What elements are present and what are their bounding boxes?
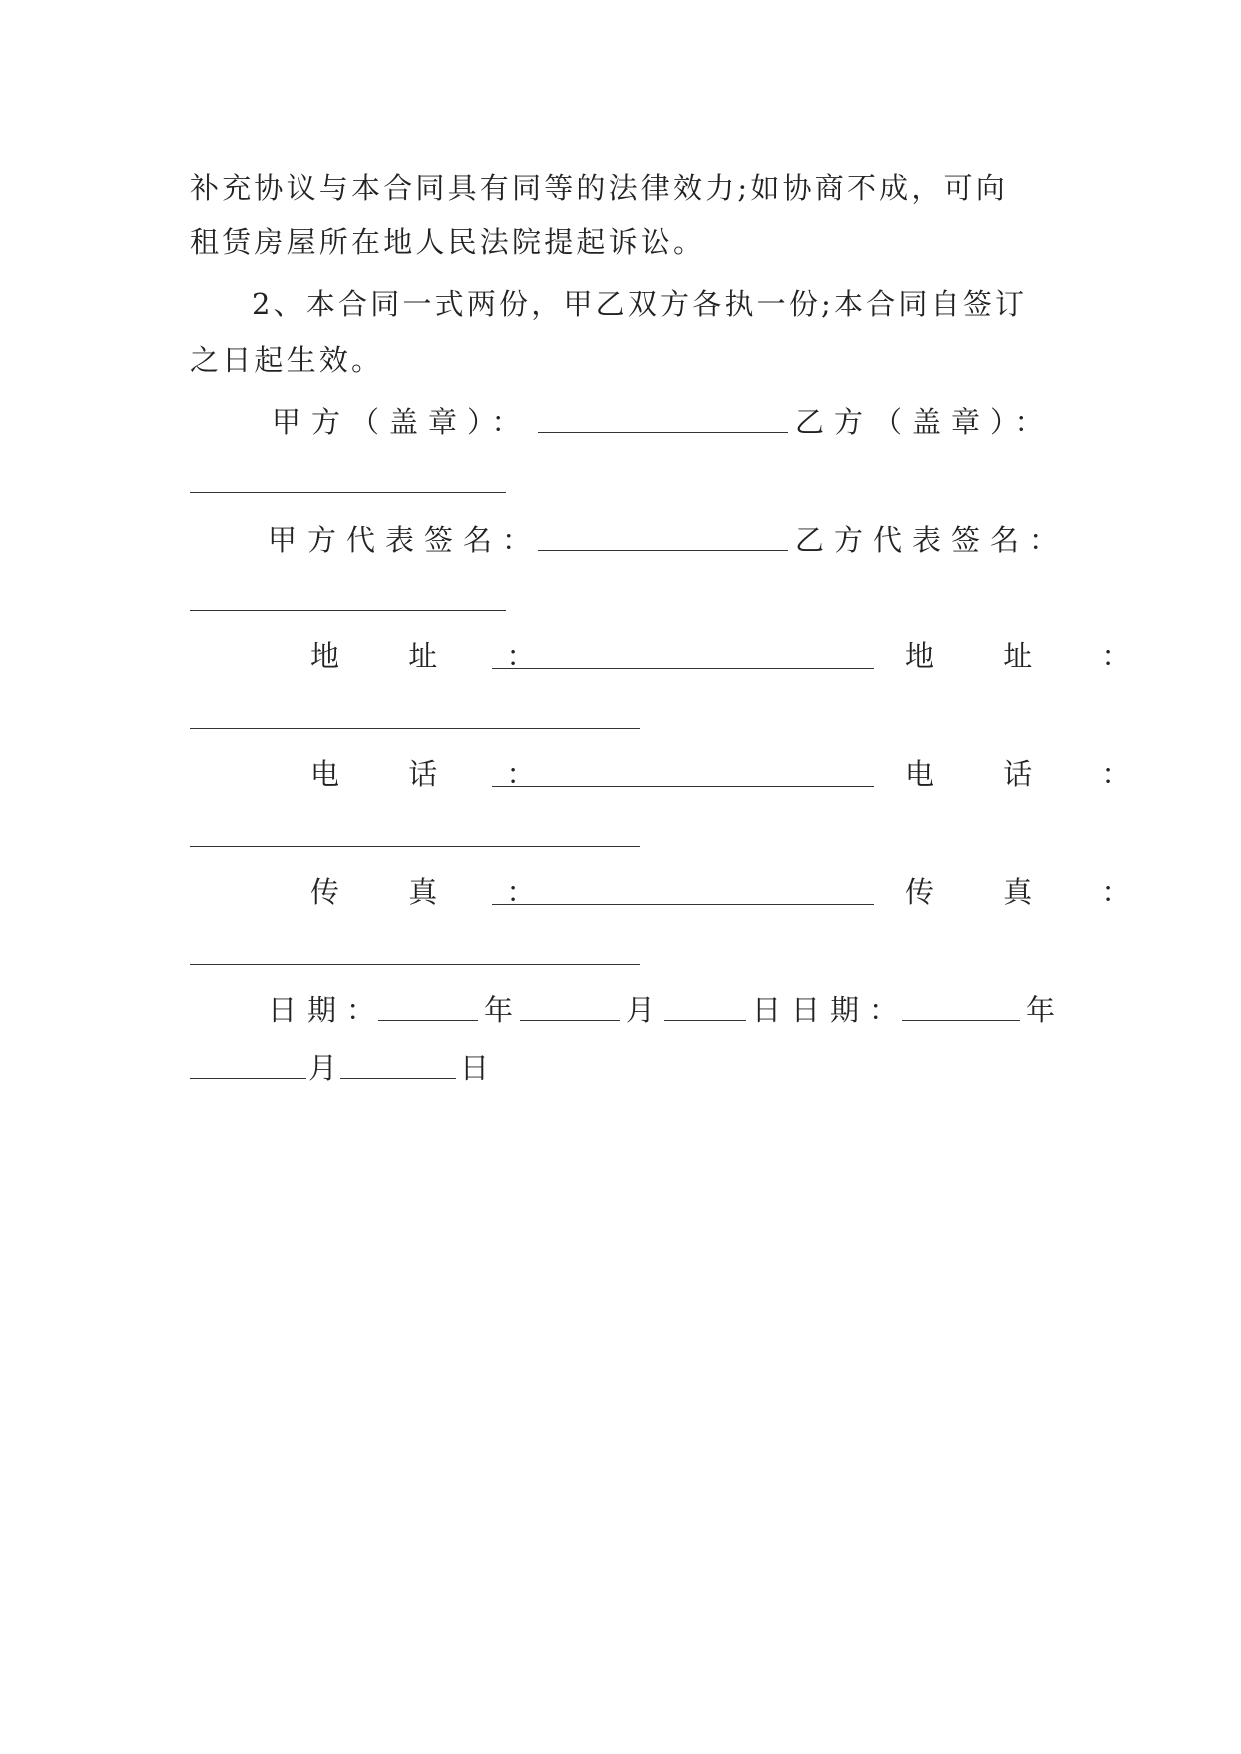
address-b-label: 地 址 ： — [905, 639, 1161, 673]
date-b-year-blank[interactable] — [902, 1020, 1020, 1021]
paragraph-line: 租赁房屋所在地人民法院提起诉讼。 — [190, 225, 706, 259]
phone-a-blank[interactable] — [492, 786, 874, 787]
party-a-seal-label: 甲方（盖章）： — [272, 405, 531, 439]
date-b-day-blank[interactable] — [340, 1078, 456, 1079]
fax-a-blank[interactable] — [492, 904, 874, 905]
party-a-rep-blank[interactable] — [538, 550, 788, 551]
fax-b-label: 传 真 ： — [905, 875, 1161, 909]
party-b-seal-blank[interactable] — [190, 492, 506, 493]
address-b-blank[interactable] — [190, 728, 640, 729]
fax-b-blank[interactable] — [190, 964, 640, 965]
paragraph-line: 之日起生效。 — [190, 343, 384, 377]
date-b-month-label: 月 — [308, 1051, 338, 1085]
party-a-rep-label: 甲方代表签名： — [268, 523, 542, 557]
date-a-year-label: 年 — [484, 993, 514, 1027]
paragraph-line: 补充协议与本合同具有同等的法律效力;如协商不成，可向 — [190, 171, 1008, 205]
party-b-seal-label: 乙方（盖章）： — [795, 405, 1054, 439]
address-a-blank[interactable] — [492, 668, 874, 669]
date-b-year-label: 年 — [1026, 993, 1056, 1027]
party-b-rep-label: 乙方代表签名： — [795, 523, 1069, 557]
date-a-month-label: 月 — [626, 993, 656, 1027]
party-b-rep-blank[interactable] — [190, 610, 506, 611]
fax-a-label: 传 真 ： — [310, 875, 566, 909]
phone-b-blank[interactable] — [190, 846, 640, 847]
address-a-label: 地 址 ： — [310, 639, 566, 673]
date-a-day-b-label: 日日期： — [752, 993, 909, 1027]
paragraph-line: 2、本合同一式两份，甲乙双方各执一份;本合同自签订 — [252, 287, 1028, 321]
phone-b-label: 电 话 ： — [905, 757, 1161, 791]
date-a-month-blank[interactable] — [520, 1020, 620, 1021]
date-b-day-label: 日 — [460, 1051, 490, 1085]
party-a-seal-blank[interactable] — [538, 432, 788, 433]
date-a-day-blank[interactable] — [664, 1020, 746, 1021]
date-a-year-blank[interactable] — [378, 1020, 478, 1021]
date-b-month-blank[interactable] — [190, 1078, 306, 1079]
phone-a-label: 电 话 ： — [310, 757, 566, 791]
date-a-label: 日期： — [268, 993, 386, 1027]
